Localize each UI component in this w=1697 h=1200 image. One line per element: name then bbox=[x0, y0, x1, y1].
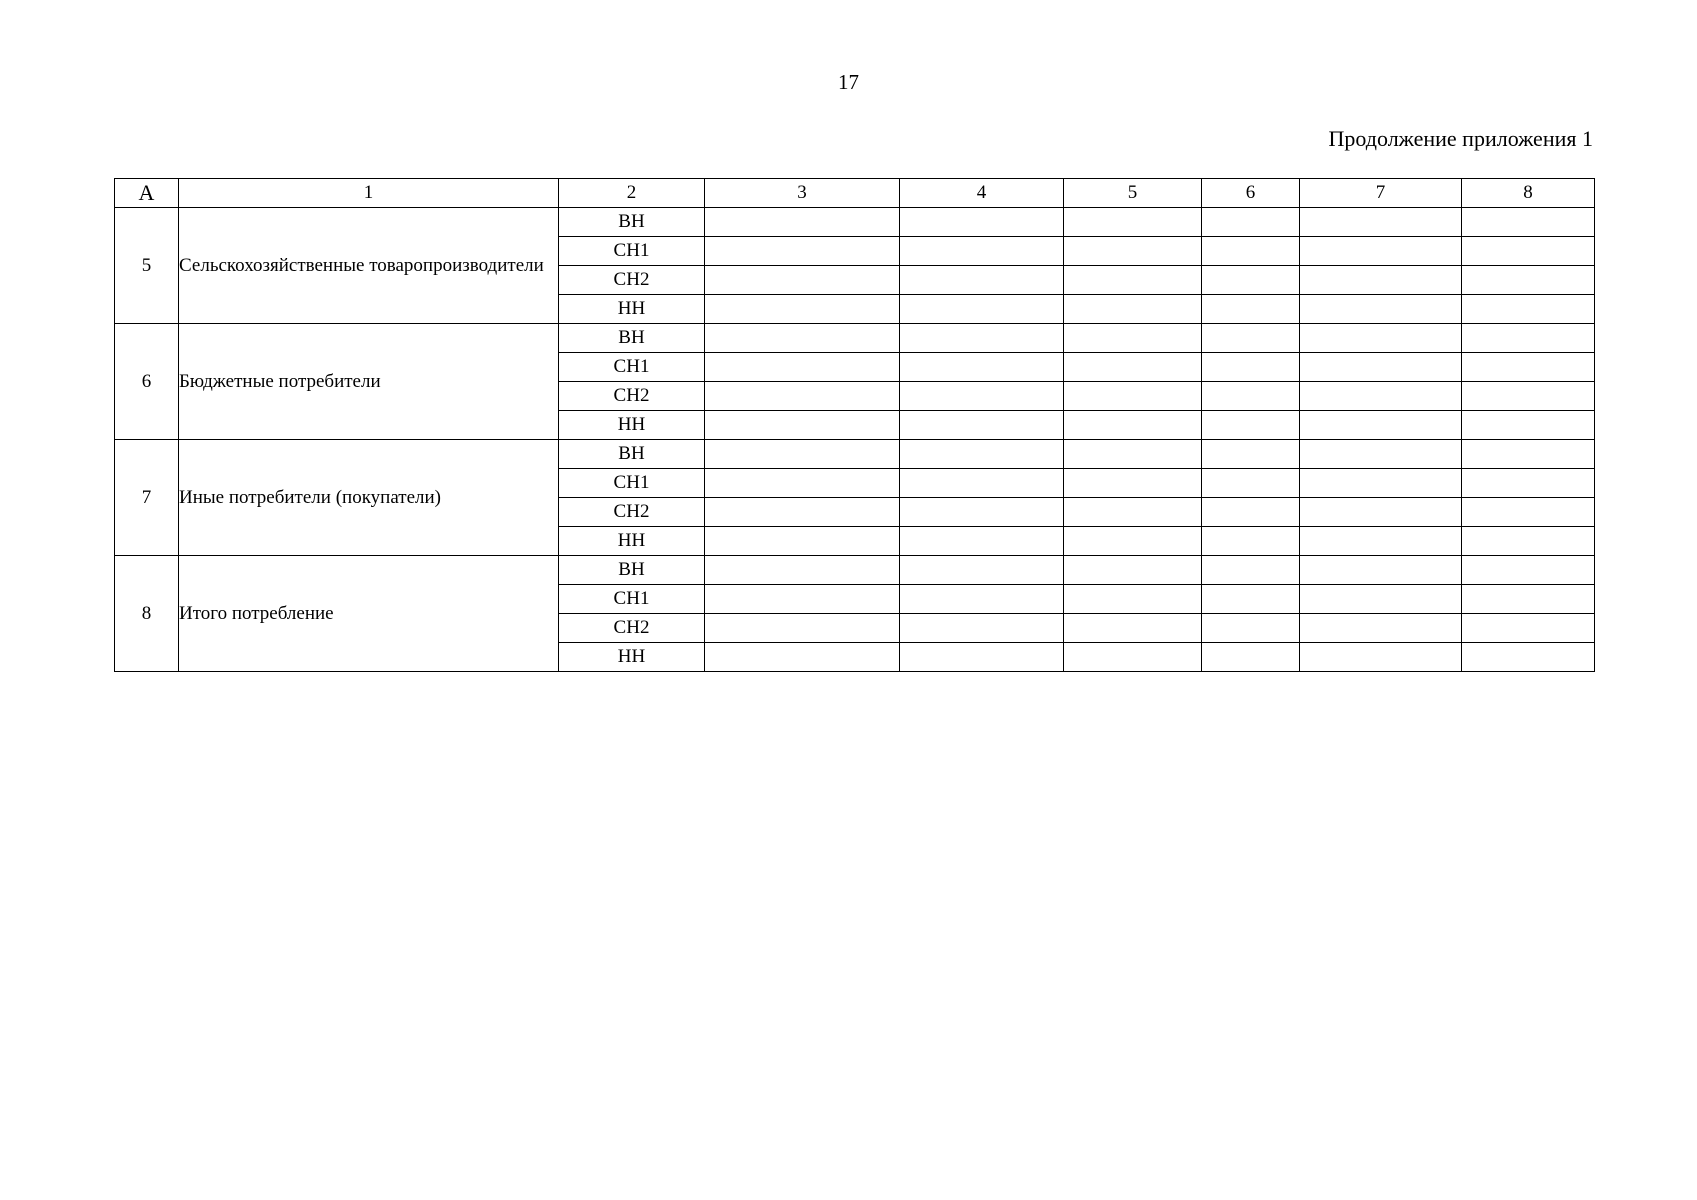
value-cell bbox=[1064, 208, 1202, 237]
value-cell bbox=[1064, 295, 1202, 324]
value-cell bbox=[705, 643, 900, 672]
value-cell bbox=[1300, 295, 1462, 324]
value-cell bbox=[900, 585, 1064, 614]
value-cell bbox=[705, 440, 900, 469]
value-cell bbox=[1202, 440, 1300, 469]
voltage-level: СН1 bbox=[559, 469, 705, 498]
value-cell bbox=[1462, 237, 1595, 266]
group-number: 8 bbox=[115, 556, 179, 672]
value-cell bbox=[1300, 527, 1462, 556]
voltage-level: СН2 bbox=[559, 382, 705, 411]
value-cell bbox=[1300, 469, 1462, 498]
value-cell bbox=[1202, 266, 1300, 295]
value-cell bbox=[900, 266, 1064, 295]
value-cell bbox=[705, 208, 900, 237]
value-cell bbox=[1462, 585, 1595, 614]
value-cell bbox=[1300, 237, 1462, 266]
voltage-level: НН bbox=[559, 643, 705, 672]
value-cell bbox=[1462, 353, 1595, 382]
value-cell bbox=[705, 411, 900, 440]
value-cell bbox=[900, 469, 1064, 498]
table-row bbox=[115, 324, 1595, 353]
value-cell bbox=[1202, 353, 1300, 382]
value-cell bbox=[1202, 382, 1300, 411]
value-cell bbox=[900, 324, 1064, 353]
value-cell bbox=[1202, 469, 1300, 498]
value-cell bbox=[900, 527, 1064, 556]
header-row bbox=[115, 179, 1595, 208]
column-header-3: 3 bbox=[705, 179, 900, 208]
column-header-8: 8 bbox=[1462, 179, 1595, 208]
value-cell bbox=[1300, 382, 1462, 411]
continuation-title: Продолжение приложения 1 bbox=[1328, 126, 1593, 151]
group-number: 7 bbox=[115, 440, 179, 556]
value-cell bbox=[1300, 556, 1462, 585]
column-header-4: 4 bbox=[900, 179, 1064, 208]
value-cell bbox=[705, 556, 900, 585]
voltage-level: НН bbox=[559, 295, 705, 324]
voltage-level: ВН bbox=[559, 208, 705, 237]
value-cell bbox=[705, 614, 900, 643]
value-cell bbox=[1064, 556, 1202, 585]
voltage-level: НН bbox=[559, 411, 705, 440]
value-cell bbox=[1462, 556, 1595, 585]
value-cell bbox=[1064, 411, 1202, 440]
value-cell bbox=[1462, 498, 1595, 527]
value-cell bbox=[1300, 208, 1462, 237]
value-cell bbox=[1300, 643, 1462, 672]
group-name: Иные потребители (покупатели) bbox=[179, 440, 559, 556]
page-number: 17 bbox=[838, 70, 859, 94]
column-header-2: 2 bbox=[559, 179, 705, 208]
value-cell bbox=[900, 556, 1064, 585]
value-cell bbox=[900, 353, 1064, 382]
value-cell bbox=[1064, 527, 1202, 556]
value-cell bbox=[1202, 527, 1300, 556]
value-cell bbox=[900, 498, 1064, 527]
value-cell bbox=[1462, 208, 1595, 237]
value-cell bbox=[1064, 440, 1202, 469]
value-cell bbox=[705, 353, 900, 382]
voltage-level: СН2 bbox=[559, 614, 705, 643]
group-name: Бюджетные потребители bbox=[179, 324, 559, 440]
value-cell bbox=[1462, 469, 1595, 498]
value-cell bbox=[1300, 614, 1462, 643]
value-cell bbox=[900, 614, 1064, 643]
group-number: 5 bbox=[115, 208, 179, 324]
value-cell bbox=[900, 295, 1064, 324]
value-cell bbox=[900, 382, 1064, 411]
value-cell bbox=[1202, 208, 1300, 237]
value-cell bbox=[1202, 556, 1300, 585]
voltage-level: СН1 bbox=[559, 585, 705, 614]
value-cell bbox=[1300, 440, 1462, 469]
column-header-1: 1 bbox=[179, 179, 559, 208]
value-cell bbox=[1202, 585, 1300, 614]
value-cell bbox=[1462, 440, 1595, 469]
value-cell bbox=[1064, 643, 1202, 672]
value-cell bbox=[900, 440, 1064, 469]
table-row bbox=[115, 208, 1595, 237]
value-cell bbox=[705, 469, 900, 498]
value-cell bbox=[1202, 614, 1300, 643]
table-row bbox=[115, 440, 1595, 469]
value-cell bbox=[1462, 382, 1595, 411]
value-cell bbox=[705, 382, 900, 411]
value-cell bbox=[1064, 498, 1202, 527]
value-cell bbox=[900, 237, 1064, 266]
value-cell bbox=[1064, 237, 1202, 266]
value-cell bbox=[1202, 498, 1300, 527]
value-cell bbox=[705, 324, 900, 353]
voltage-level: ВН bbox=[559, 324, 705, 353]
group-name: Итого потребление bbox=[179, 556, 559, 672]
value-cell bbox=[705, 585, 900, 614]
value-cell bbox=[1064, 469, 1202, 498]
value-cell bbox=[705, 498, 900, 527]
value-cell bbox=[1462, 295, 1595, 324]
value-cell bbox=[1202, 324, 1300, 353]
value-cell bbox=[1462, 411, 1595, 440]
voltage-level: ВН bbox=[559, 556, 705, 585]
voltage-level: СН1 bbox=[559, 237, 705, 266]
value-cell bbox=[1462, 527, 1595, 556]
value-cell bbox=[1202, 643, 1300, 672]
value-cell bbox=[1300, 411, 1462, 440]
value-cell bbox=[1064, 266, 1202, 295]
voltage-level: ВН bbox=[559, 440, 705, 469]
value-cell bbox=[1300, 324, 1462, 353]
value-cell bbox=[900, 411, 1064, 440]
value-cell bbox=[1202, 411, 1300, 440]
value-cell bbox=[705, 237, 900, 266]
value-cell bbox=[1064, 585, 1202, 614]
table-row bbox=[115, 556, 1595, 585]
voltage-level: СН2 bbox=[559, 498, 705, 527]
value-cell bbox=[1064, 353, 1202, 382]
voltage-level: СН1 bbox=[559, 353, 705, 382]
value-cell bbox=[1064, 382, 1202, 411]
value-cell bbox=[1300, 498, 1462, 527]
value-cell bbox=[705, 295, 900, 324]
value-cell bbox=[1462, 266, 1595, 295]
column-header-5: 5 bbox=[1064, 179, 1202, 208]
group-number: 6 bbox=[115, 324, 179, 440]
group-name: Сельскохозяйственные товаропроизводители bbox=[179, 208, 559, 324]
column-header-a: А bbox=[115, 179, 179, 208]
value-cell bbox=[1462, 643, 1595, 672]
value-cell bbox=[1202, 237, 1300, 266]
value-cell bbox=[1300, 353, 1462, 382]
value-cell bbox=[705, 527, 900, 556]
value-cell bbox=[900, 643, 1064, 672]
column-header-6: 6 bbox=[1202, 179, 1300, 208]
value-cell bbox=[705, 266, 900, 295]
value-cell bbox=[1064, 324, 1202, 353]
voltage-level: СН2 bbox=[559, 266, 705, 295]
data-table bbox=[114, 178, 1595, 672]
value-cell bbox=[1462, 324, 1595, 353]
value-cell bbox=[1064, 614, 1202, 643]
value-cell bbox=[1300, 266, 1462, 295]
value-cell bbox=[1462, 614, 1595, 643]
value-cell bbox=[1202, 295, 1300, 324]
voltage-level: НН bbox=[559, 527, 705, 556]
value-cell bbox=[1300, 585, 1462, 614]
value-cell bbox=[900, 208, 1064, 237]
column-header-7: 7 bbox=[1300, 179, 1462, 208]
